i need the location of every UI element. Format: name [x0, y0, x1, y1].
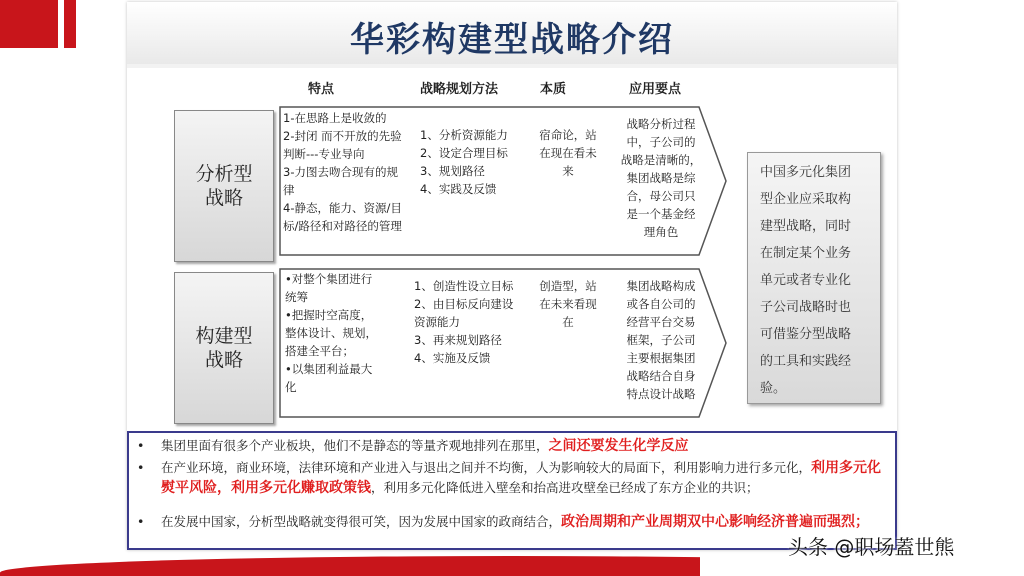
bullet-text: 在产业环境，商业环境，法律环境和产业进入与退出之间并不均衡，人为影响较大的局面下，利用影响力进行多元化， [161, 460, 812, 475]
cell-analytic-method: 1、分析资源能力 2、设定合理目标 3、规划路径 4、实践及反馈 [420, 128, 508, 196]
cell-analytic-features: 1-在思路上是收敛的 2-封闭 而不开放的先验 判断---专业导向 3-力图去吻合现有的规 律 4-静态，能力、资源/目 标/路径和对路径的管理 [283, 111, 402, 233]
row-label-analytic: 分析型 战略 [174, 110, 274, 262]
column-header-essence: 本质 [540, 82, 567, 97]
title-band [127, 2, 897, 68]
bullet-highlight: 之间还要发生化学反应 [548, 438, 689, 454]
column-header-key-points: 应用要点 [629, 82, 682, 97]
bullet-highlight: 政治周期和产业周期双中心影响经济普遍而强烈； [561, 514, 870, 530]
bullet-dot: • [137, 460, 145, 475]
column-header-method: 战略规划方法 [420, 82, 499, 97]
row-label-constructive: 构建型 战略 [174, 272, 274, 424]
cell-analytic-key-points: 战略分析过程 中，子公司的 战略是清晰的， 集团战略是综 合，母公司只 是一个基金经 理角色 [620, 117, 702, 239]
bullet-box [127, 431, 897, 550]
bullet-text: 在发展中国家，分析型战略就变得很可笑，因为发展中国家的政商结合， [161, 514, 562, 529]
column-header-features: 特点 [308, 82, 335, 97]
watermark-text: 头条 @职场蓋世熊 [788, 535, 955, 559]
corner-decoration-bar [0, 0, 58, 48]
side-note-text: 中国多元化集团 型企业应采取构 建型战略，同时 在制定某个业务 单元或者专业化 子公司战略时也 可借鉴分型战略 的工具和实践经 验。 [760, 165, 852, 396]
bullet-text-continued: ，利用多元化降低进入壁垒和抬高进攻壁垒已经成了东方企业的共识； [371, 480, 759, 495]
bullet-dot: • [137, 438, 145, 453]
bullet-highlight: 利用多元化熨平风险，利用多元化赚取政策钱 [161, 460, 882, 496]
slide-title: 华彩构建型战略介绍 [350, 20, 674, 60]
side-note-box [747, 152, 881, 404]
bullet-dot: • [137, 514, 145, 529]
bullet-text: 集团里面有很多个产业板块，他们不是静态的等量齐观地排列在那里， [161, 438, 549, 453]
cell-constructive-method: 1、创造性设立目标 2、由目标反向建设 资源能力 3、再来规划路径 4、实施及反馈 [414, 279, 514, 365]
cell-constructive-key-points: 集团战略构成 或各自公司的 经营平台交易 框架，子公司 主要根据集团 战略结合自身 特点设计战略 [626, 279, 696, 401]
slide [127, 2, 897, 550]
corner-decoration-stripe [64, 0, 76, 48]
cell-constructive-features: •对整个集团进行 统筹 •把握时空高度， 整体设计、规划， 搭建全平台； •以集团利益最大 化 [285, 272, 377, 394]
cell-analytic-essence: 宿命论，站 在现在看未 来 [539, 128, 597, 178]
cell-constructive-essence: 创造型，站 在未来看现 在 [539, 279, 597, 329]
